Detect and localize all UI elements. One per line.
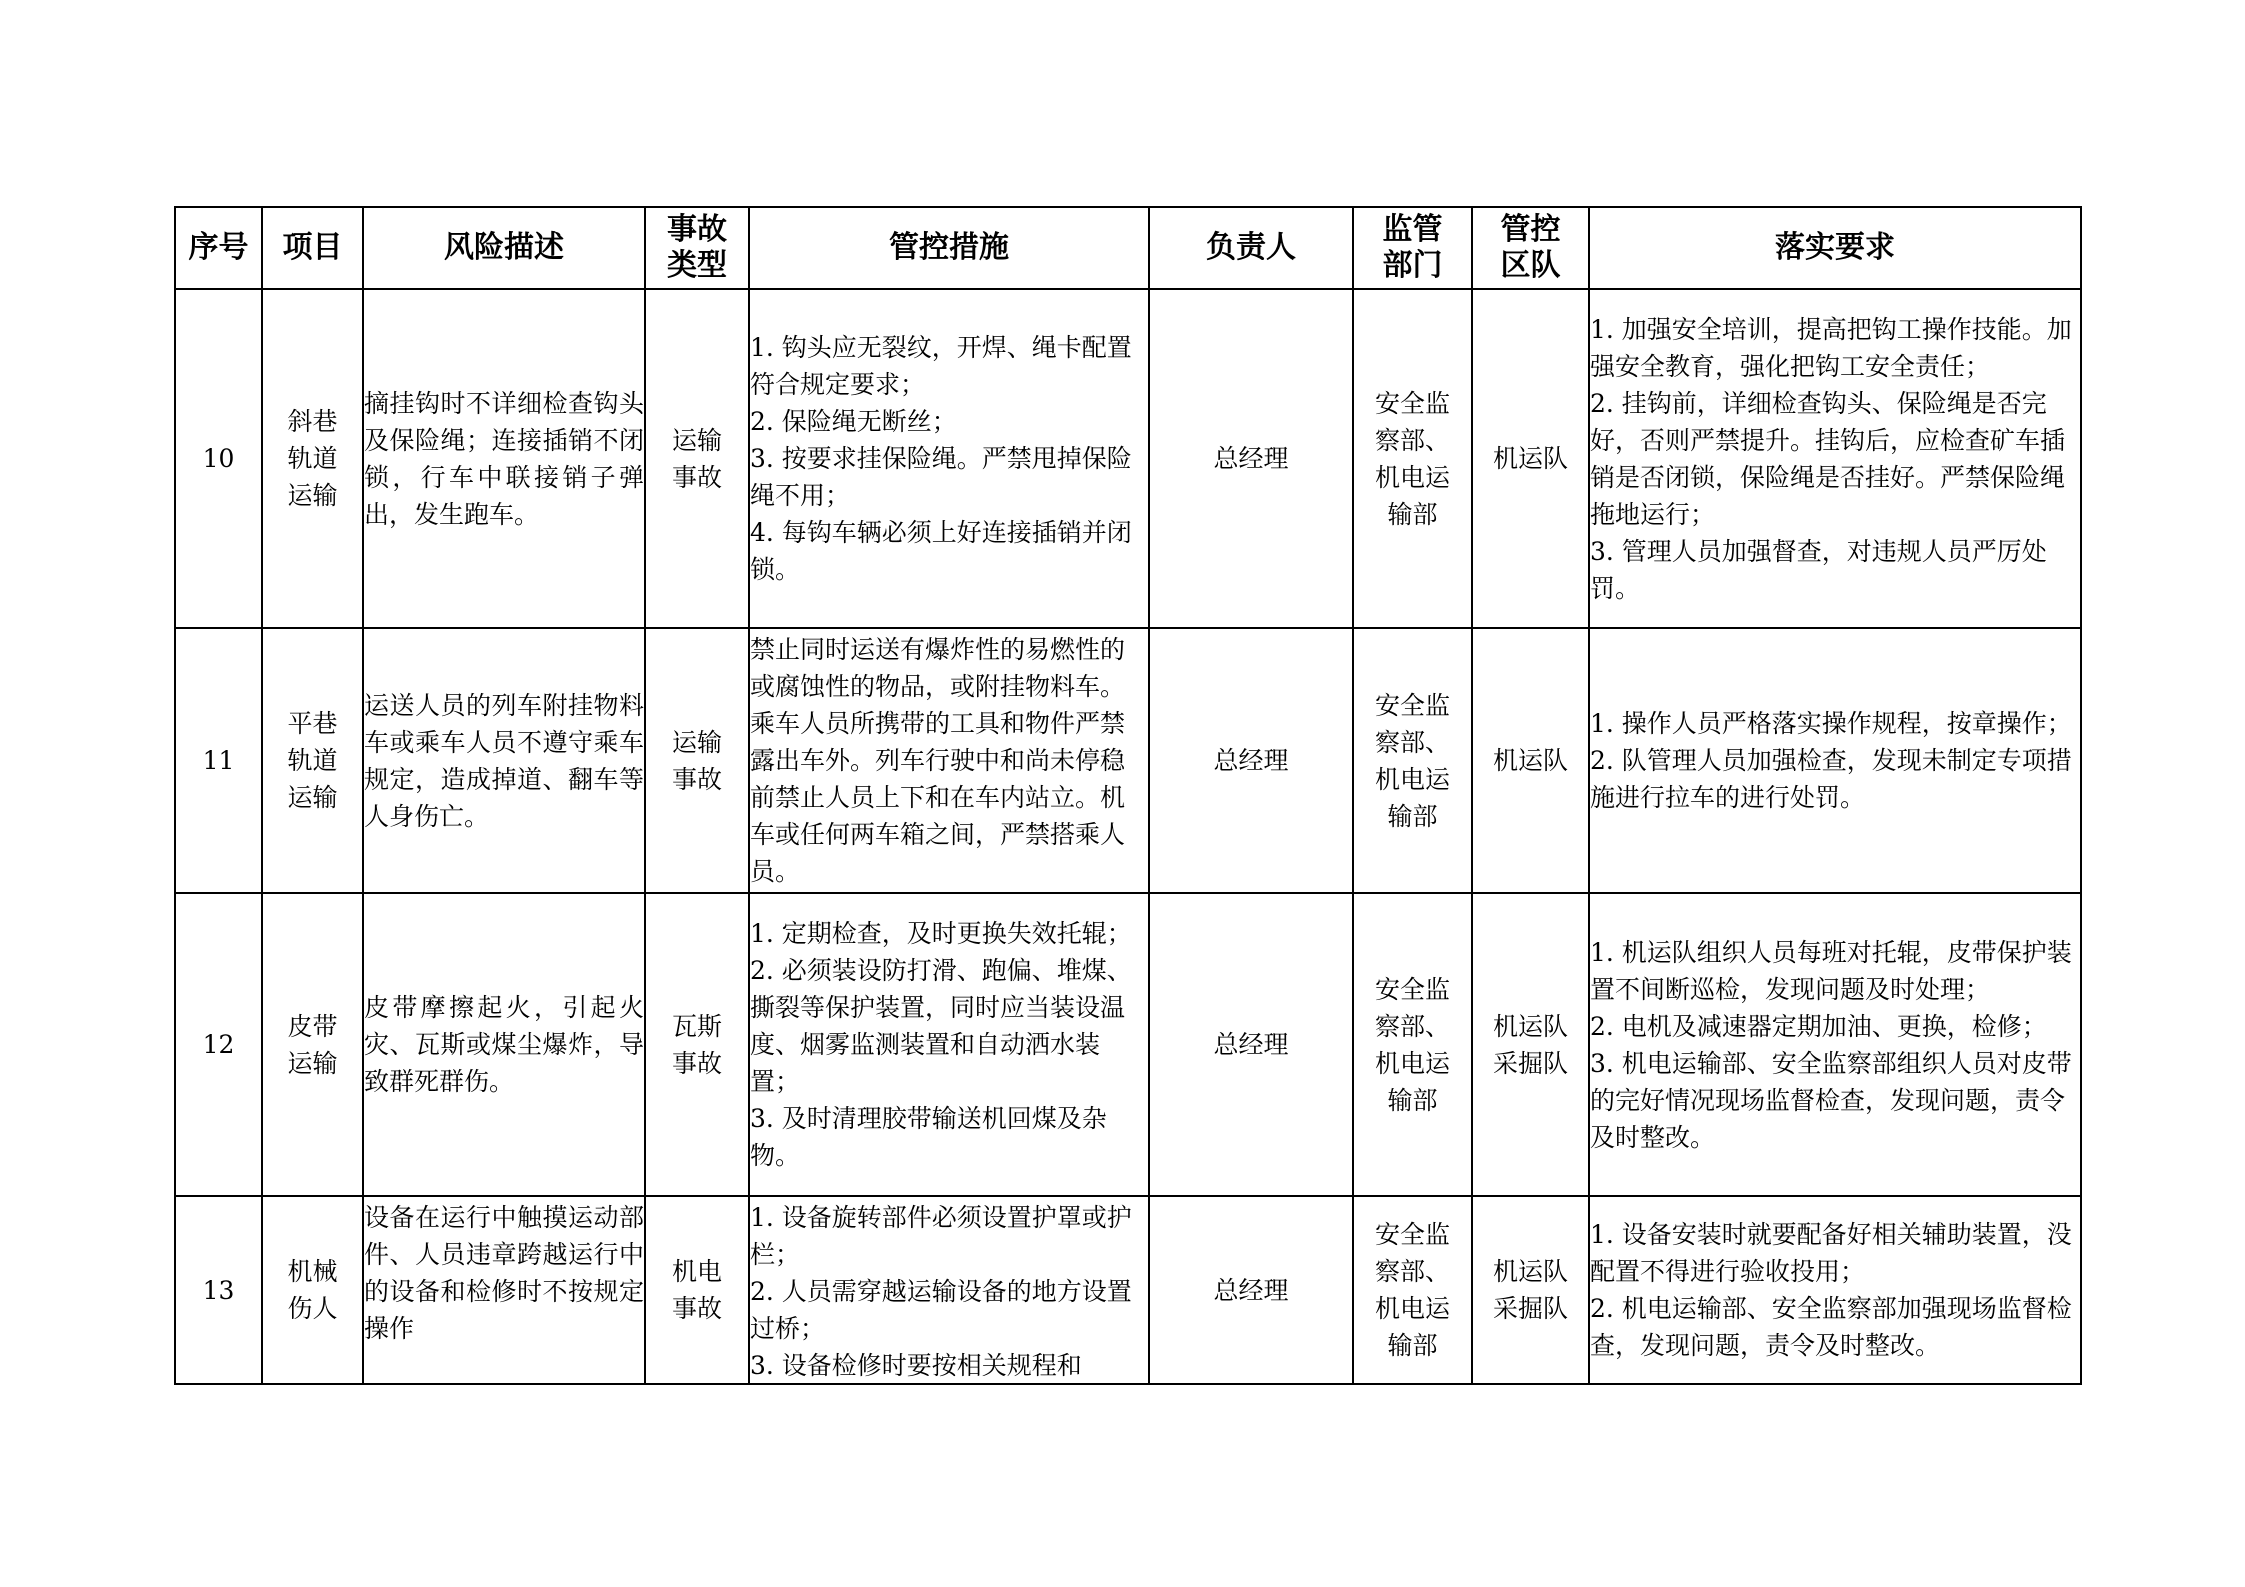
row-supervise-dept: 安全监 察部、 机电运 输部 <box>1353 1196 1472 1384</box>
row-no: 10 <box>175 289 262 628</box>
row-requirements: 1. 机运队组织人员每班对托辊，皮带保护装置不间断巡检，发现问题及时处理； 2. 电机及减速器定期加油、更换，检修； 3. 机电运输部、安全监察部组织人员对皮带的完好情况现场监督检查，发现问题，责令及时整改。 <box>1589 893 2081 1196</box>
row-item: 皮带 运输 <box>262 893 363 1196</box>
row-risk-cell <box>363 1196 645 1384</box>
row-risk: 运送人员的列车附挂物料车或乘车人员不遵守乘车规定，造成掉道、翻车等人身伤亡。 <box>363 628 645 893</box>
row-control-team: 机运队 <box>1472 289 1589 628</box>
row-requirements: 1. 操作人员严格落实操作规程，按章操作； 2. 队管理人员加强检查，发现未制定专项措施进行拉车的进行处罚。 <box>1589 628 2081 893</box>
row-no: 13 <box>175 1196 262 1384</box>
row-supervise-dept: 安全监 察部、 机电运 输部 <box>1353 628 1472 893</box>
row-requirements: 1. 加强安全培训，提高把钩工操作技能。加强安全教育，强化把钩工安全责任； 2. 挂钩前，详细检查钩头、保险绳是否完好，否则严禁提升。挂钩后，应检查矿车插销是否闭锁，保险绳是否挂好。严禁保险绳拖地运行； 3. 管理人员加强督查，对违规人员严厉处罚。 <box>1589 289 2081 628</box>
row-no: 11 <box>175 628 262 893</box>
row-measures: 1. 钩头应无裂纹，开焊、绳卡配置符合规定要求； 2. 保险绳无断丝； 3. 按要求挂保险绳。严禁甩掉保险绳不用； 4. 每钩车辆必须上好连接插销并闭锁。 <box>749 289 1149 628</box>
header-no: 序号 <box>175 207 262 289</box>
table-row <box>175 893 2081 1196</box>
row-measures: 1. 设备旋转部件必须设置护罩或护栏； 2. 人员需穿越运输设备的地方设置过桥； 3. 设备检修时要按相关规程和 <box>750 1203 1132 1380</box>
row-item: 斜巷 轨道 运输 <box>262 289 363 628</box>
row-accident-type: 机电 事故 <box>645 1196 749 1384</box>
row-accident-type: 瓦斯 事故 <box>645 893 749 1196</box>
row-risk: 皮带摩擦起火，引起火灾、瓦斯或煤尘爆炸，导致群死群伤。 <box>363 893 645 1196</box>
header-measures: 管控措施 <box>749 207 1149 289</box>
row-owner: 总经理 <box>1149 1196 1353 1384</box>
row-risk: 设备在运行中触摸运动部件、人员违章跨越运行中的设备和检修时不按规定操作 <box>364 1203 644 1343</box>
row-measures: 1. 定期检查，及时更换失效托辊； 2. 必须装设防打滑、跑偏、堆煤、撕裂等保护装置，同时应当装设温度、烟雾监测装置和自动洒水装置； 3. 及时清理胶带输送机回煤及杂物。 <box>749 893 1149 1196</box>
table-row <box>175 289 2081 628</box>
row-owner: 总经理 <box>1149 893 1353 1196</box>
header-risk: 风险描述 <box>363 207 645 289</box>
header-supervise-dept: 监管 部门 <box>1353 207 1472 289</box>
row-accident-type: 运输 事故 <box>645 289 749 628</box>
row-owner: 总经理 <box>1149 289 1353 628</box>
row-control-team: 机运队 采掘队 <box>1472 893 1589 1196</box>
header-requirements: 落实要求 <box>1589 207 2081 289</box>
row-control-team: 机运队 采掘队 <box>1472 1196 1589 1384</box>
row-risk: 摘挂钩时不详细检查钩头及保险绳；连接插销不闭锁，行车中联接销子弹出，发生跑车。 <box>363 289 645 628</box>
row-owner: 总经理 <box>1149 628 1353 893</box>
row-supervise-dept: 安全监 察部、 机电运 输部 <box>1353 289 1472 628</box>
header-row <box>175 207 2081 289</box>
row-supervise-dept: 安全监 察部、 机电运 输部 <box>1353 893 1472 1196</box>
header-item: 项目 <box>262 207 363 289</box>
table-row <box>175 1196 2081 1384</box>
table-row <box>175 628 2081 893</box>
header-accident-type: 事故 类型 <box>645 207 749 289</box>
row-no: 12 <box>175 893 262 1196</box>
row-control-team: 机运队 <box>1472 628 1589 893</box>
risk-control-table <box>174 206 2082 1385</box>
row-requirements: 1. 设备安装时就要配备好相关辅助装置，没配置不得进行验收投用； 2. 机电运输部、安全监察部加强现场监督检查，发现问题，责令及时整改。 <box>1589 1196 2081 1384</box>
header-control-team: 管控 区队 <box>1472 207 1589 289</box>
header-owner: 负责人 <box>1149 207 1353 289</box>
row-accident-type: 运输 事故 <box>645 628 749 893</box>
row-measures: 禁止同时运送有爆炸性的易燃性的或腐蚀性的物品，或附挂物料车。 乘车人员所携带的工具和物件严禁露出车外。列车行驶中和尚未停稳前禁止人员上下和在车内站立。机车或任何两车箱之间，严禁搭乘人员。 <box>749 628 1149 893</box>
row-item: 机械 伤人 <box>262 1196 363 1384</box>
row-item: 平巷 轨道 运输 <box>262 628 363 893</box>
row-measures-cell <box>749 1196 1149 1384</box>
